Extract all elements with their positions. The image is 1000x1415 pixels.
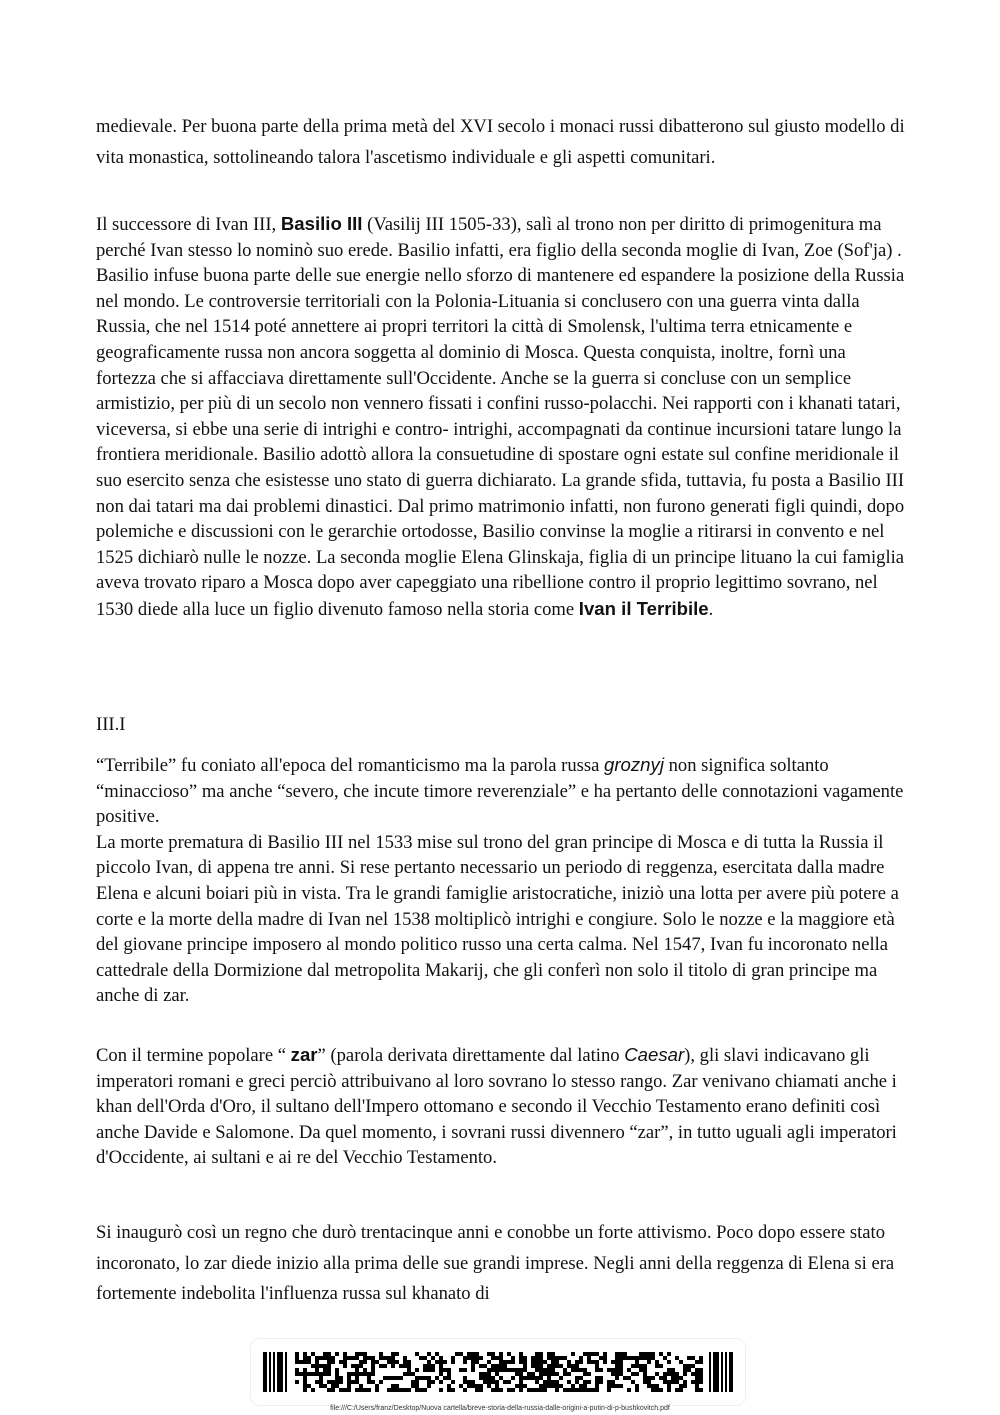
section-heading-text: III.I bbox=[96, 714, 126, 735]
footer-file-path: file:///C:/Users/franz/Desktop/Nuova cartella/breve-storia-della-russia-dalle-origini-a-putin-di-p-bushkovitch.pdf bbox=[330, 1405, 670, 1412]
paragraph-end: . bbox=[708, 598, 714, 620]
highlight-basilio-iii: Basilio III bbox=[280, 213, 363, 234]
paragraph-body: ), gli slavi indicavano gli imperatori romani e greci perciò attribuivano al loro sovrano lo stesso rango. Zar venivano chiamati anche i khan dell'Orda d'Oro, il sultano dell'Impero ottomano e secondo il Vecchio Testamento erano definiti così anche Davide e Salomone. Da quel momento, i sovrani russi divennero “zar”, in tutto uguali agli imperatori d'Occidente, ai sultani e ai re del Vecchio Testamento. bbox=[96, 1045, 897, 1169]
paragraph-intro: Il successore di Ivan III, bbox=[96, 214, 281, 235]
term-groznyj: groznyj bbox=[604, 754, 664, 775]
paragraph-text bbox=[96, 1042, 908, 1171]
paragraph-medievale bbox=[96, 112, 908, 173]
paragraph-text bbox=[96, 211, 908, 623]
paragraph-intro: “Terribile” fu coniato all'epoca del romanticismo ma la parola russa bbox=[96, 755, 605, 776]
paragraph-text: Si inaugurò così un regno che durò trentacinque anni e conobbe un forte attivismo. Poco dopo essere stato incoronato, lo zar diede inizio alla prima delle sue grandi imprese. Negli anni della reggenza di Elena si era fortemente indebolita l'influenza russa sul khanato di bbox=[96, 1222, 895, 1304]
barcode-icon bbox=[263, 1352, 733, 1392]
term-zar: zar bbox=[290, 1044, 318, 1065]
paragraph-text: medievale. Per buona parte della prima metà del XVI secolo i monaci russi dibatterono sul giusto modello di vita monastica, sottolineando talora l'ascetismo individuale e gli aspetti comunitari. bbox=[96, 116, 905, 168]
paragraph-terribile bbox=[96, 752, 908, 1009]
paragraph-body: non significa soltanto “minaccioso” ma anche “severo, che incute timore reverenziale” e ha pertanto delle connotazioni vagamente positive. bbox=[96, 755, 904, 828]
paragraph-regno bbox=[96, 1218, 908, 1310]
paragraph-text bbox=[96, 752, 908, 830]
highlight-ivan-terribile: Ivan il Terribile bbox=[578, 597, 709, 619]
paragraph-intro: Con il termine popolare “ bbox=[96, 1045, 291, 1066]
paragraph-mid: ” (parola derivata direttamente dal latino bbox=[317, 1045, 625, 1066]
paragraph-text-continued: La morte prematura di Basilio III nel 1533 mise sul trono del gran principe di Mosca e di tutta la Russia il piccolo Ivan, di appena tre anni. Si rese pertanto necessario un periodo di reggenza, esercitata dalla madre Elena e alcuni boiari più in vista. Tra le grandi famiglie aristocratiche, iniziò una lotta per avere più potere a corte e la morte della madre di Ivan nel 1538 moltiplicò intrighi e congiure. Solo le nozze e la maggiore età del giovane principe imposero al mondo politico russo una certa calma. Nel 1547, Ivan fu incoronato nella cattedrale della Dormizione dal metropolita Makarij, che gli conferì non solo il titolo di gran principe ma anche di zar. bbox=[96, 831, 899, 1007]
paragraph-body: (Vasilij III 1505-33), salì al trono non per diritto di primogenitura ma perché Ivan stesso lo nominò suo erede. Basilio infatti, era figlio della seconda moglie di Ivan, Zoe (Sof'ja) . Basilio infuse buona parte delle sue energie nello sforzo di mantenere ed espandere la posizione della Russia nel mondo. Le controversie territoriali con la Polonia-Lituania si conclusero con una guerra vinta dalla Russia, che nel 1514 poté annettere ai propri territori la città di Smolensk, l'ultima terra etnicamente e geograficamente russa non ancora soggetta al dominio di Mosca. Questa conquista, inoltre, fornì una fortezza che si affacciava direttamente sull'Occidente. Anche se la guerra si concluse con un semplice armistizio, per più di un secolo non vennero fissati i confini russo-polacchi. Nei rapporti con i khanati tatari, viceversa, si ebbe una serie di intrighi e contro- intrighi, accompagnati da continue incursioni tatare lungo la frontiera meridionale. Basilio adottò allora la consuetudine di spostare ogni estate sul confine meridionale il suo esercito senza che esistesse uno stato di guerra dichiarato. La grande sfida, tuttavia, fu posta a Basilio III non dai tatari ma dai problemi dinastici. Dal primo matrimonio infatti, non furono generati figli quindi, dopo polemiche e discussioni con le gerarchie ortodosse, Basilio convinse la moglie a ritirarsi in convento e nel 1525 dichiarò nulle le nozze. La seconda moglie Elena Glinskaja, figlia di un principe lituano la cui famiglia aveva trovato riparo a Mosca dopo aver capeggiato una ribellione contro il proprio legittimo sovrano, nel 1530 diede alla luce un figlio divenuto famoso nella storia come bbox=[96, 214, 905, 620]
term-caesar: Caesar bbox=[624, 1044, 685, 1065]
paragraph-basilio bbox=[96, 211, 908, 623]
barcode-stamp bbox=[250, 1338, 746, 1406]
section-heading bbox=[96, 712, 908, 738]
paragraph-zar bbox=[96, 1042, 908, 1171]
